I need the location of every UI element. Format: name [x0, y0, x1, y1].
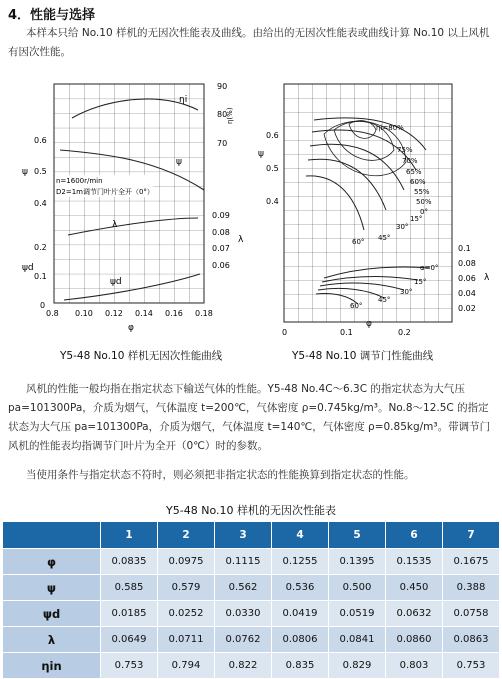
table-cell: 0.0330	[215, 601, 272, 627]
eff-label-75: 75%	[397, 146, 413, 154]
axis-label-lambda: λ	[238, 235, 244, 245]
angle-bottom-45: 45°	[378, 296, 391, 304]
table-cell: 0.1115	[215, 549, 272, 575]
table-row-lambda	[3, 627, 500, 653]
label-eta: ηi	[179, 95, 188, 105]
axis-label-phi: φ	[128, 323, 134, 333]
row-label: ψd	[3, 601, 101, 627]
conversion-note-paragraph: 当使用条件与指定状态不符时，则必须把非指定状态的性能换算到指定状态的性能。	[26, 469, 415, 481]
axis-label-phi: φ	[366, 319, 372, 329]
table-cell: 0.0632	[386, 601, 443, 627]
angle-bottom-30: 30°	[400, 288, 413, 296]
table-cell: 0.803	[386, 653, 443, 679]
tick-x-0.1: 0.1	[340, 328, 353, 337]
table-cell: 0.829	[329, 653, 386, 679]
tick-psid-0.2: 0.2	[34, 243, 47, 252]
note-diameter: D2=1m调节门叶片全开（0°）	[56, 188, 154, 196]
angle-bottom-15: 15°	[414, 278, 427, 286]
table-cell: 0.0711	[158, 627, 215, 653]
tick-lambda-0.02: 0.02	[458, 304, 476, 313]
intro-paragraph: 本样本只给 No.10 样机的无因次性能表及曲线。由给出的无因次性能表或曲线计算 No.10 以上风机有因次性能。	[8, 27, 490, 58]
table-cell: 0.0649	[101, 627, 158, 653]
section-heading: 4．性能与选择	[8, 8, 96, 23]
column-header: 5	[329, 522, 386, 549]
dimensionless-performance-chart	[8, 80, 248, 342]
tick-psid-0: 0	[40, 301, 46, 310]
tick-x-5: 0.18	[195, 309, 213, 318]
table-row-psi	[3, 575, 500, 601]
angle-bottom-60: 60°	[350, 302, 363, 310]
tick-lambda-0.08: 0.08	[212, 228, 230, 237]
table-cell: 0.0762	[215, 627, 272, 653]
tick-eta-80: 80	[217, 110, 228, 119]
label-psid: ψd	[110, 277, 122, 287]
table-cell: 0.1675	[443, 549, 500, 575]
column-header: 6	[386, 522, 443, 549]
tick-x-2: 0.12	[105, 309, 123, 318]
label-psi: ψ	[176, 157, 182, 167]
table-cell: 0.822	[215, 653, 272, 679]
specified-conditions-paragraph: 风机的性能一般均指在指定状态下输送气体的性能。Y5-48 No.4C～6.3C 的指定状态为大气压 pa=101300Pa，介质为烟气，气体温度 t=200℃，气体密度 ρ=0.745kg/m³。No.8～12.5C 的指定状态为大气压 pa=101300Pa，介质为烟气，气体温度 t=140℃，气体密度 ρ=0.85kg/m³。带调节门风机的性能表均指调节门叶片为全开（0℃）时的参数。	[8, 383, 491, 452]
eff-label-50: 50%	[416, 198, 432, 206]
table-cell: 0.0860	[386, 627, 443, 653]
table-cell: 0.585	[101, 575, 158, 601]
table-header-row	[3, 522, 500, 549]
angle-top-60: 60°	[352, 238, 365, 246]
table-cell: 0.536	[272, 575, 329, 601]
column-header: 2	[158, 522, 215, 549]
table-cell: 0.388	[443, 575, 500, 601]
tick-psi-0.6: 0.6	[34, 136, 47, 145]
table-cell: 0.450	[386, 575, 443, 601]
angle-top-0: 0°	[420, 208, 428, 216]
eff-label-55: 55%	[414, 188, 430, 196]
tick-x-0: 0	[282, 328, 288, 337]
axis-label-eta: η(%)	[226, 107, 234, 124]
tick-psi-0.6: 0.6	[266, 131, 279, 140]
table-row-phi	[3, 549, 500, 575]
axis-label-psid: ψd	[22, 263, 34, 273]
eff-label-60: 60%	[410, 178, 426, 186]
tick-x-1: 0.10	[75, 309, 93, 318]
table-cell: 0.753	[101, 653, 158, 679]
table-row-psid	[3, 601, 500, 627]
table-cell: 0.1535	[386, 549, 443, 575]
column-header: 7	[443, 522, 500, 549]
tick-lambda-0.06: 0.06	[212, 261, 230, 270]
table-cell: 0.0863	[443, 627, 500, 653]
table-cell: 0.579	[158, 575, 215, 601]
tick-psi-0.4: 0.4	[34, 199, 47, 208]
tick-lambda-0.1: 0.1	[458, 244, 471, 253]
table-cell: 0.0252	[158, 601, 215, 627]
tick-lambda-0.06: 0.06	[458, 274, 476, 283]
tick-eta-70: 70	[217, 139, 228, 148]
eff-label-65: 65%	[406, 168, 422, 176]
table-cell: 0.753	[443, 653, 500, 679]
chart1-caption: Y5-48 No.10 样机无因次性能曲线	[60, 350, 223, 362]
eff-label-80: ηi=80%	[376, 124, 404, 132]
table-cell: 0.0519	[329, 601, 386, 627]
table-cell: 0.0419	[272, 601, 329, 627]
table-cell: 0.1255	[272, 549, 329, 575]
table-cell: 0.0835	[101, 549, 158, 575]
table-cell: 0.500	[329, 575, 386, 601]
angle-top-15: 15°	[410, 215, 423, 223]
performance-table	[2, 521, 500, 679]
tick-psi-0.5: 0.5	[266, 164, 279, 173]
eff-label-70: 70%	[402, 157, 418, 165]
table-cell: 0.835	[272, 653, 329, 679]
column-header: 3	[215, 522, 272, 549]
table-cell: 0.794	[158, 653, 215, 679]
label-lambda: λ	[112, 220, 118, 230]
axis-label-psi: ψ	[22, 167, 28, 177]
table-cell: 0.0758	[443, 601, 500, 627]
axis-label-lambda: λ	[484, 273, 490, 283]
tick-lambda-0.08: 0.08	[458, 259, 476, 268]
tick-psid-0.1: 0.1	[34, 272, 47, 281]
row-label: ψ	[3, 575, 101, 601]
tick-x-4: 0.16	[165, 309, 183, 318]
column-header: 4	[272, 522, 329, 549]
tick-x-0: 0.8	[46, 309, 59, 318]
tick-lambda-0.09: 0.09	[212, 211, 230, 220]
angle-top-30: 30°	[396, 223, 409, 231]
axis-label-psi: ψ	[258, 149, 264, 159]
table-cell: 0.0841	[329, 627, 386, 653]
table-cell: 0.0806	[272, 627, 329, 653]
tick-lambda-0.04: 0.04	[458, 289, 476, 298]
tick-lambda-0.07: 0.07	[212, 244, 230, 253]
angle-top-45: 45°	[378, 234, 391, 242]
table-row-eta	[3, 653, 500, 679]
column-header: 1	[101, 522, 158, 549]
chart2-caption: Y5-48 No.10 调节门性能曲线	[292, 350, 434, 362]
table-cell: 0.0975	[158, 549, 215, 575]
tick-psi-0.5: 0.5	[34, 167, 47, 176]
note-speed: n=1600r/min	[56, 177, 103, 185]
tick-x-3: 0.14	[135, 309, 153, 318]
tick-x-0.2: 0.2	[398, 328, 411, 337]
table-cell: 0.0185	[101, 601, 158, 627]
row-label: ηin	[3, 653, 101, 679]
tick-eta-90: 90	[217, 82, 228, 91]
damper-performance-chart	[254, 80, 494, 342]
table-title: Y5-48 No.10 样机的无因次性能表	[166, 504, 336, 517]
row-label: λ	[3, 627, 101, 653]
table-cell: 0.562	[215, 575, 272, 601]
table-corner-cell	[3, 522, 101, 549]
table-cell: 0.1395	[329, 549, 386, 575]
row-label: φ	[3, 549, 101, 575]
tick-psi-0.4: 0.4	[266, 197, 279, 206]
angle-bottom-0: α=0°	[420, 264, 439, 272]
